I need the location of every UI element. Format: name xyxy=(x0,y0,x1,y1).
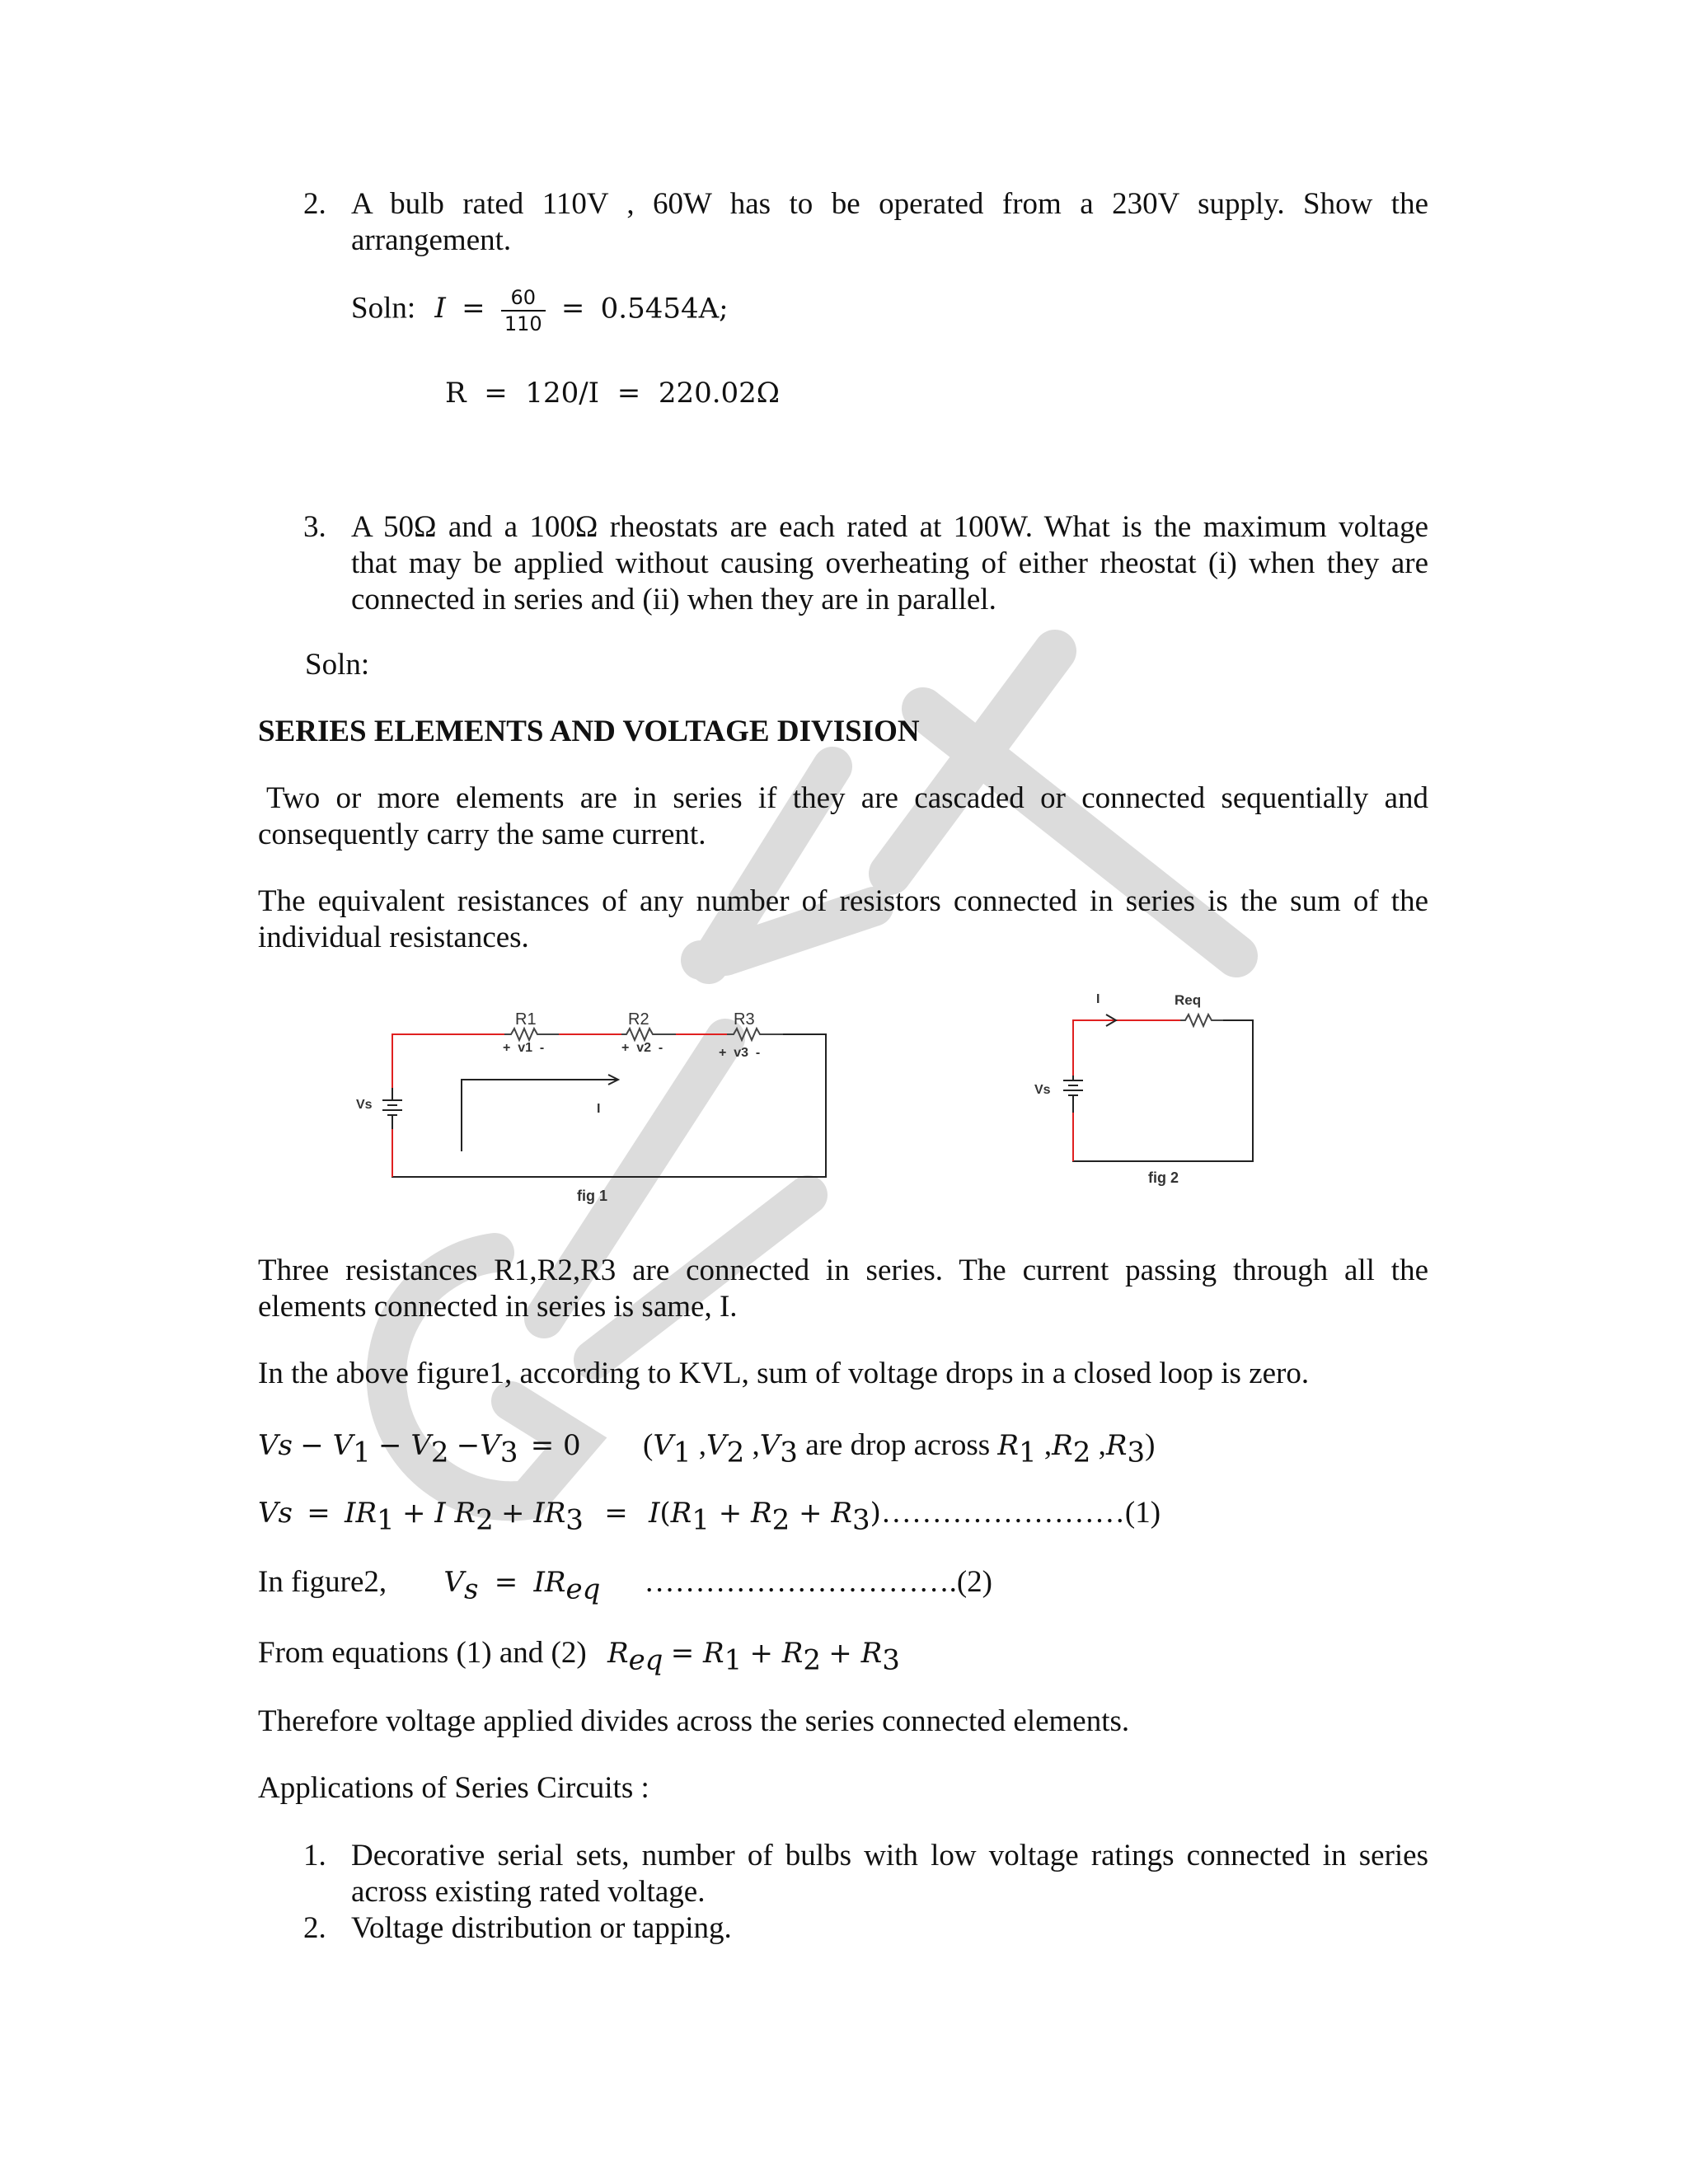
fig2-label-vs: Vs xyxy=(1034,1083,1051,1097)
eq1-lhs: Vs xyxy=(258,1497,293,1530)
fig1-wire-return xyxy=(392,1034,826,1177)
problem2-eq1-rhs: 0.5454A; xyxy=(600,292,729,326)
list-item-line2: across existing rated voltage. xyxy=(351,1875,706,1909)
applications-heading: Applications of Series Circuits : xyxy=(258,1771,649,1805)
para4: In the above figure1, according to KVL, sum of voltage drops in a closed loop is zero. xyxy=(258,1357,1310,1390)
fig1-r3-resistor xyxy=(727,1029,783,1040)
eq1-dots: ……………………(1) xyxy=(880,1496,1161,1530)
list-item-line1: Voltage distribution or tapping. xyxy=(351,1911,732,1945)
problem2-number: 2. xyxy=(303,187,326,221)
problem2-soln-label: Soln: xyxy=(351,291,416,326)
para1-line2: consequently carry the same current. xyxy=(258,818,706,851)
list-item-line1: Decorative serial sets, number of bulbs with low voltage ratings connected in series xyxy=(351,1839,1428,1872)
fig2-req-resistor xyxy=(1180,1015,1223,1026)
problem2-equation-current: Soln: I = $\frac{60}{110}$ = 0.5454A; xyxy=(351,286,729,335)
para5: Therefore voltage applied divides across the series connected elements. xyxy=(258,1704,1130,1738)
problem3-line3: connected in series and (ii) when they are in parallel. xyxy=(351,583,996,616)
fig1-r2-resistor xyxy=(621,1029,676,1040)
eq2-dots: ………………………….(2) xyxy=(644,1565,993,1599)
problem3-soln-label: Soln: xyxy=(305,648,370,682)
fig1-label-i: I xyxy=(597,1102,601,1116)
figure-2 xyxy=(1030,985,1294,1195)
equation-1: $Vs = IR_1 + I$ $R_2 + IR_3 = I(R_1 + R_2$ + $R_3)\dots\dots\dots\dots\dots\dots\dots\dots(1)$ xyxy=(258,1496,1161,1537)
fig2-caption: fig 2 xyxy=(1148,1169,1179,1186)
figure-1 xyxy=(346,997,841,1220)
fig1-label-vs: Vs xyxy=(356,1098,373,1112)
equation-3: From equations (1) and (2) $R_{eq} = R_1 + R_2 + R_3$ xyxy=(258,1636,900,1677)
problem2-line2: arrangement. xyxy=(351,223,512,257)
eq-kvl-rest: = 0 xyxy=(530,1429,581,1462)
problem2-fraction: $\frac{60}{110}$ xyxy=(501,285,546,336)
fig1-label-r3: R3 xyxy=(734,1010,755,1029)
fig2-wire-return xyxy=(1073,1020,1253,1161)
problem2-equation-resistance: R = 120/I = 220.02Ω xyxy=(445,377,780,410)
problem3-line1: A 50Ω and a 100Ω rheostats are each rated at 100W. What is the maximum voltage xyxy=(351,510,1428,544)
equation-2: In figure2, $V_s = IR_{eq}$ ………………………….(2) xyxy=(258,1565,993,1606)
para2-line1: The equivalent resistances of any number of resistors connected in series is the sum of the xyxy=(258,884,1428,918)
para2-line2: individual resistances. xyxy=(258,921,529,954)
fig1-label-v2: + v2 - xyxy=(621,1041,663,1055)
fig2-label-req: Req xyxy=(1175,992,1202,1008)
problem3-number: 3. xyxy=(303,510,326,544)
list-item-number: 1. xyxy=(303,1839,326,1872)
fig1-r1-resistor xyxy=(504,1029,559,1040)
fig1-label-r2: R2 xyxy=(628,1010,649,1029)
list-item-number: 2. xyxy=(303,1911,326,1945)
problem3-line2: that may be applied without causing overheating of either rheostat (i) when they are xyxy=(351,546,1428,580)
section-heading: SERIES ELEMENTS AND VOLTAGE DIVISION xyxy=(258,715,920,748)
problem2-eq1-lhs: I xyxy=(434,292,446,326)
fig1-label-r1: R1 xyxy=(515,1010,537,1029)
eq2-label: In figure2, xyxy=(258,1565,387,1599)
para3-line2: elements connected in series is same, I. xyxy=(258,1290,738,1324)
equation-kvl: $Vs - V_1 - V_2 -V_3 = 0$ xyxy=(258,1429,581,1469)
problem2-line1: A bulb rated 110V , 60W has to be operated from a 230V supply. Show the xyxy=(351,187,1428,221)
fig1-battery xyxy=(382,1088,402,1129)
para1-line1: Two or more elements are in series if they are cascaded or connected sequentially and xyxy=(266,781,1428,815)
fig2-label-i: I xyxy=(1096,992,1100,1006)
fig1-caption: fig 1 xyxy=(577,1188,608,1204)
eq3-label: From equations (1) and (2) xyxy=(258,1636,587,1670)
fig1-label-v1: + v1 - xyxy=(503,1041,545,1055)
fig2-battery xyxy=(1063,1076,1083,1113)
fig2-wire-top xyxy=(1073,1020,1180,1076)
fig1-label-v3: + v3 - xyxy=(719,1046,761,1060)
eq-kvl-vs: Vs xyxy=(258,1429,293,1462)
equation-kvl-note: ($V_1$ $,V_2$ $,V_3$ are drop across $R_1$ $,R_2$ $,R_3$) xyxy=(643,1428,1156,1469)
para3-line1: Three resistances R1,R2,R3 are connected in series. The current passing through all the xyxy=(258,1254,1428,1287)
fig1-current-arrow xyxy=(462,1075,618,1151)
